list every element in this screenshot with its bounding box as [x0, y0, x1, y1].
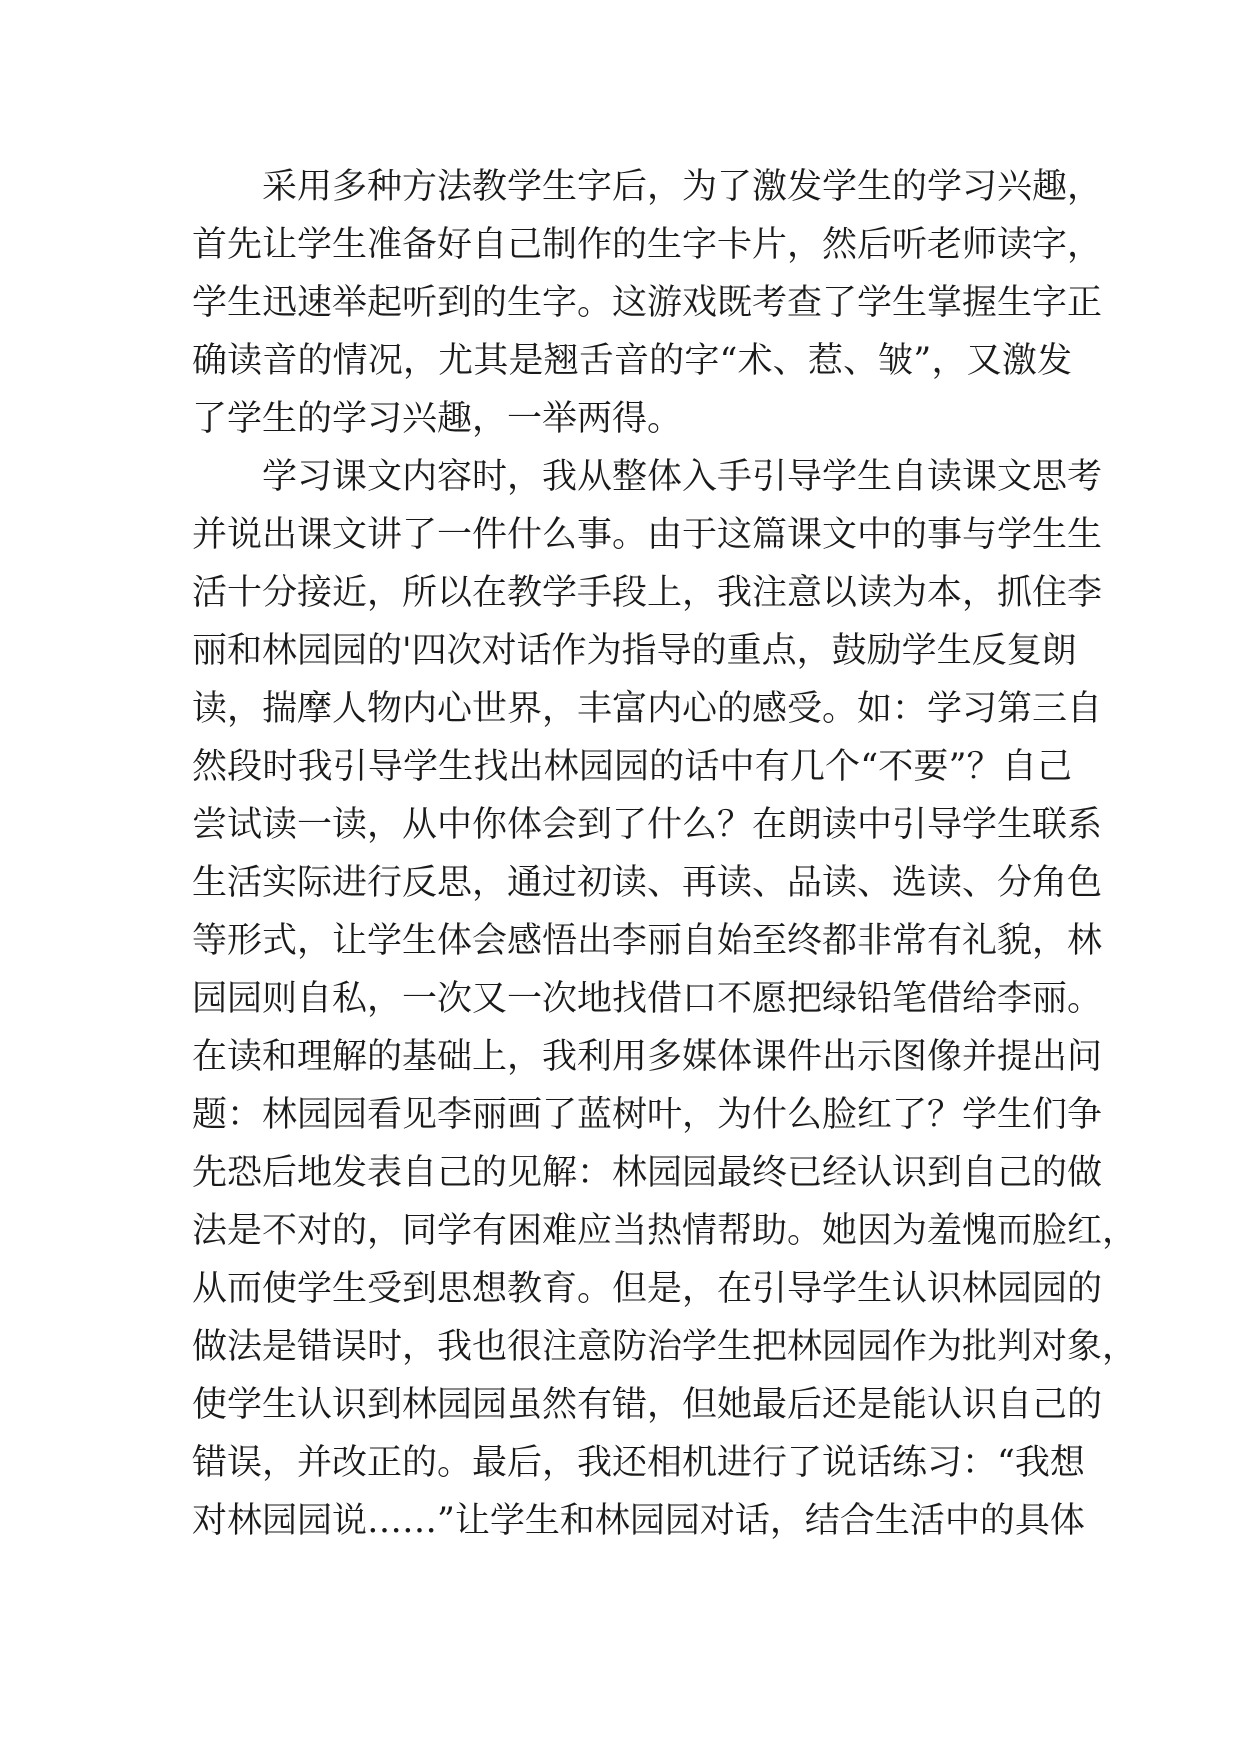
- paragraph-2-line-8: 生活实际进行反思，通过初读、再读、品读、选读、分角色: [192, 863, 1103, 903]
- paragraph-1-line-2: 首先让学生准备好自己制作的生字卡片，然后听老师读字，: [192, 225, 1103, 265]
- paragraph-2-line-6: 然段时我引导学生找出林园园的话中有几个“不要”？自己: [192, 747, 1072, 787]
- paragraph-2-line-15: 从而使学生受到思想教育。但是，在引导学生认识林园园的: [192, 1269, 1103, 1309]
- paragraph-2-line-10: 园园则自私，一次又一次地找借口不愿把绿铅笔借给李丽。: [192, 979, 1103, 1019]
- paragraph-2-line-17: 使学生认识到林园园虽然有错，但她最后还是能认识自己的: [192, 1385, 1103, 1425]
- paragraph-2-line-9: 等形式，让学生体会感悟出李丽自始至终都非常有礼貌，林: [192, 921, 1103, 961]
- document-body: [192, 158, 1138, 1550]
- paragraph-2-line-12: 题：林园园看见李丽画了蓝树叶，为什么脸红了？学生们争: [192, 1095, 1103, 1135]
- paragraph-2-line-14: 法是不对的，同学有困难应当热情帮助。她因为羞愧而脸红，: [192, 1211, 1138, 1251]
- paragraph-1-line-4: 确读音的情况，尤其是翘舌音的字“术、惹、皱”，又激发: [192, 341, 1072, 381]
- paragraph-2-line-7: 尝试读一读，从中你体会到了什么？在朗读中引导学生联系: [192, 805, 1103, 845]
- paragraph-2-line-1: 学习课文内容时，我从整体入手引导学生自读课文思考: [262, 457, 1103, 497]
- paragraph-2-line-11: 在读和理解的基础上，我利用多媒体课件出示图像并提出问: [192, 1037, 1103, 1077]
- paragraph-2-line-19: 对林园园说……”让学生和林园园对话，结合生活中的具体: [192, 1501, 1085, 1541]
- paragraph-1-line-3: 学生迅速举起听到的生字。这游戏既考查了学生掌握生字正: [192, 283, 1103, 323]
- paragraph-1-line-1: 采用多种方法教学生字后，为了激发学生的学习兴趣，: [262, 167, 1103, 207]
- paragraph-2-line-3: 活十分接近，所以在教学手段上，我注意以读为本，抓住李: [192, 573, 1103, 613]
- paragraph-2-line-2: 并说出课文讲了一件什么事。由于这篇课文中的事与学生生: [192, 515, 1103, 555]
- paragraph-2-line-5: 读，揣摩人物内心世界，丰富内心的感受。如：学习第三自: [192, 689, 1103, 729]
- paragraph-2-line-16: 做法是错误时，我也很注意防治学生把林园园作为批判对象，: [192, 1327, 1138, 1367]
- paragraph-2-line-4: 丽和林园园的'四次对话作为指导的重点，鼓励学生反复朗: [192, 631, 1077, 671]
- paragraph-2-line-13: 先恐后地发表自己的见解：林园园最终已经认识到自己的做: [192, 1153, 1103, 1193]
- paragraph-1-line-5: 了学生的学习兴趣，一举两得。: [192, 399, 683, 439]
- paragraph-2-line-18: 错误，并改正的。最后，我还相机进行了说话练习：“我想: [192, 1443, 1085, 1483]
